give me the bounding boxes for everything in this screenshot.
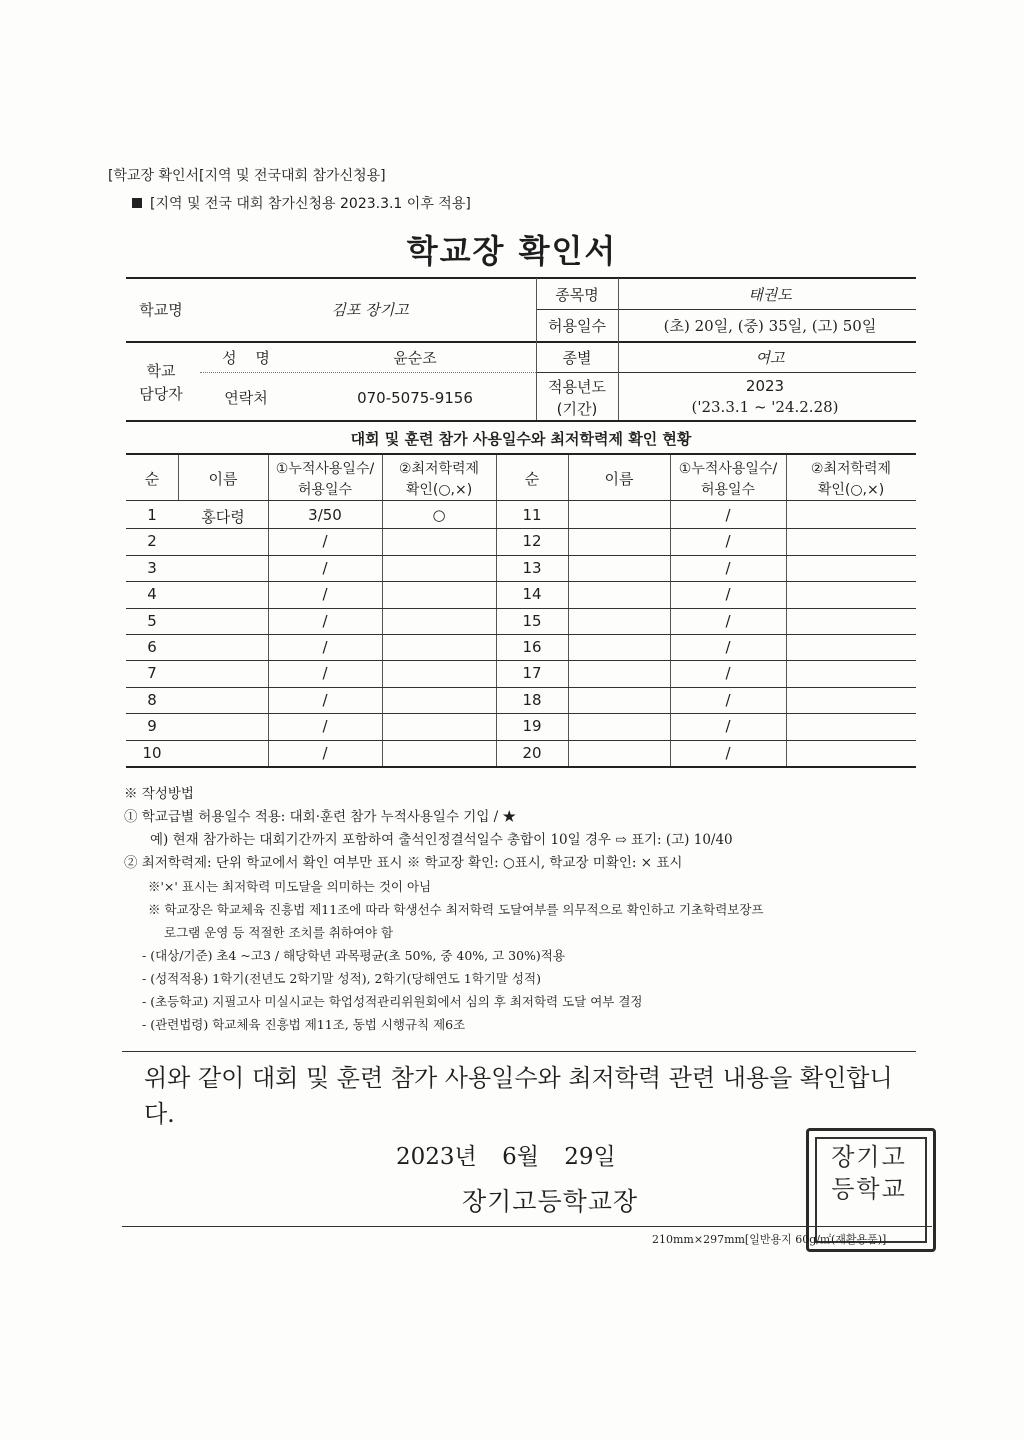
- info-divider: [536, 278, 537, 420]
- row-no-cell: 9: [147, 717, 157, 736]
- row-no-cell: 17: [522, 664, 542, 683]
- col-check-header-2: 확인(○,×): [405, 482, 473, 498]
- instruction-note: ※ 학교장은 학교체육 진흥법 제11조에 따라 학생선수 최저학력 도달여부를 의무적으로 확인하고 기초학력보장프: [148, 902, 764, 917]
- manager-label-2: 담당자: [139, 385, 183, 403]
- row-check-cell: ○: [432, 506, 446, 524]
- contact-value: 070-5075-9156: [357, 389, 473, 407]
- year-value-2: ('23.3.1 ~ '24.2.28): [691, 398, 839, 416]
- row-days-cell: /: [725, 743, 731, 762]
- confirmation-statement: 위와 같이 대회 및 훈련 참가 사용일수와 최저학력 관련 내용을 확인합니다.: [144, 1064, 893, 1128]
- row-days-cell: /: [725, 717, 731, 736]
- confirm-top-border: [122, 1051, 916, 1052]
- row-no-cell: 2: [147, 532, 157, 551]
- table-row-border: [126, 634, 916, 635]
- col-check-header-right-1: ②최저학력제: [810, 461, 892, 477]
- instruction-item: ② 최저학력제: 단위 학교에서 확인 여부만 표시 ※ 학교장 확인: ○표시, 학교장 미확인: × 표시: [124, 855, 683, 871]
- row-days-cell: /: [322, 717, 328, 736]
- allowed-label: 허용일수: [548, 317, 606, 335]
- instruction-item: ① 학교급별 허용일수 적용: 대회·훈련 참가 누적사용일수 기입 / ★: [124, 809, 516, 825]
- row-days-cell: /: [725, 664, 731, 683]
- issue-day: 29일: [564, 1144, 616, 1170]
- form-type-label: [학교장 확인서[지역 및 전국대회 참가신청용]: [108, 168, 386, 184]
- form-scope-text: [지역 및 전국 대회 참가신청용 2023.3.1 이후 적용]: [150, 196, 471, 212]
- row-no-cell: 11: [522, 506, 542, 524]
- issue-year: 2023년: [396, 1144, 477, 1170]
- row-no-cell: 1: [147, 506, 157, 524]
- col-check-header-1: ②최저학력제: [398, 461, 480, 477]
- info-line: [536, 372, 916, 373]
- row-no-cell: 14: [522, 585, 542, 604]
- col-days-header-right-2: 허용일수: [700, 482, 756, 498]
- row-no-cell: 4: [147, 585, 157, 604]
- row-days-cell: /: [322, 638, 328, 656]
- table-row-border: [126, 766, 916, 768]
- table-row-border: [126, 555, 916, 556]
- year-value-1: 2023: [745, 377, 785, 395]
- row-no-cell: 6: [147, 638, 157, 656]
- row-no-cell: 5: [147, 611, 157, 630]
- footer-border: [122, 1226, 932, 1227]
- row-days-cell: /: [322, 664, 328, 683]
- row-days-cell: /: [725, 690, 731, 709]
- name-value: 윤순조: [393, 349, 437, 367]
- info-line: [126, 341, 916, 343]
- row-no-cell: 19: [522, 717, 542, 736]
- instruction-detail: - (대상/기준) 초4 ~고3 / 해당학년 과목평균(초 50%, 중 40%, 고 30%)적용: [142, 948, 565, 963]
- table-header-border: [126, 500, 916, 501]
- gender-value: 여고: [755, 349, 785, 367]
- col-no-header-right: 순: [524, 470, 540, 488]
- table-divider: [382, 455, 383, 767]
- square-bullet-icon: [132, 198, 142, 208]
- school-label: 학교명: [139, 301, 183, 319]
- info-line: [200, 372, 536, 373]
- allowed-value: (초) 20일, (중) 35일, (고) 50일: [663, 317, 877, 335]
- table-top-border: [126, 453, 916, 455]
- row-days-cell: /: [725, 506, 731, 524]
- year-label-1: 적용년도: [548, 378, 606, 396]
- row-days-cell: /: [322, 558, 328, 577]
- row-days-cell: /: [322, 532, 328, 551]
- row-days-cell: /: [322, 690, 328, 709]
- principal-title: 장기고등학교장: [462, 1187, 639, 1216]
- row-no-cell: 3: [147, 558, 157, 577]
- row-no-cell: 8: [147, 690, 157, 709]
- row-days-cell: /: [725, 558, 731, 577]
- year-label-2: (기간): [556, 400, 598, 418]
- issue-date: [396, 1138, 616, 1171]
- issue-month: 6월: [502, 1144, 539, 1170]
- row-no-cell: 7: [147, 664, 157, 683]
- row-days-cell: /: [725, 532, 731, 551]
- row-days-cell: 3/50: [308, 506, 342, 524]
- info-line: [536, 309, 916, 310]
- contact-label: 연락처: [224, 389, 268, 407]
- instructions-heading: ※ 작성방법: [124, 786, 194, 802]
- col-no-header: 순: [144, 470, 160, 488]
- instruction-note: 로그램 운영 등 적절한 조치를 취하여야 함: [164, 925, 394, 940]
- table-row-border: [126, 740, 916, 741]
- section-title: 대회 및 훈련 참가 사용일수와 최저학력제 확인 현황: [350, 430, 692, 448]
- table-divider: [568, 455, 569, 767]
- table-row-border: [126, 528, 916, 529]
- instructions: [124, 783, 764, 1036]
- row-days-cell: /: [725, 611, 731, 630]
- seal-text: 장기고등학교: [831, 1143, 907, 1203]
- col-days-header-right-1: ①누적사용일수/: [678, 461, 778, 477]
- paper-spec: 210mm×297mm[일반용지 60g/㎡(재활용품)]: [652, 1233, 887, 1246]
- col-days-header-1: ①누적사용일수/: [275, 461, 375, 477]
- row-no-cell: 13: [522, 558, 542, 577]
- row-no-cell: 10: [142, 743, 162, 762]
- sport-label: 종목명: [555, 286, 599, 304]
- info-bottom-border: [126, 420, 916, 422]
- table-row-border: [126, 660, 916, 661]
- row-days-cell: /: [322, 585, 328, 604]
- instruction-detail: - (성적적용) 1학기(전년도 2학기말 성적), 2학기(당해연도 1학기말 성적): [142, 971, 541, 986]
- table-row-border: [126, 608, 916, 609]
- row-no-cell: 18: [522, 690, 542, 709]
- name-label: 성 명: [222, 349, 270, 367]
- col-name-header: 이름: [208, 470, 238, 488]
- document-title: 학교장 확인서: [406, 232, 618, 270]
- gender-label: 종별: [562, 349, 592, 367]
- row-no-cell: 20: [522, 743, 542, 762]
- table-row-border: [126, 687, 916, 688]
- instruction-note: ※'×' 표시는 최저학력 미도달을 의미하는 것이 아님: [148, 879, 432, 894]
- table-divider: [786, 455, 787, 767]
- row-days-cell: /: [322, 611, 328, 630]
- table-row-border: [126, 581, 916, 582]
- row-days-cell: /: [725, 638, 731, 656]
- info-divider: [618, 278, 619, 420]
- school-value: 김포 장기고: [331, 301, 409, 319]
- row-days-cell: /: [322, 743, 328, 762]
- table-row-border: [126, 713, 916, 714]
- instruction-detail: - (관련법령) 학교체육 진흥법 제11조, 동법 시행규칙 제6조: [142, 1017, 466, 1032]
- form-scope-label: [132, 193, 471, 213]
- instruction-detail: - (초등학교) 지필고사 미실시교는 학업성적관리위원회에서 심의 후 최저학력 도달 여부 결정: [142, 994, 643, 1009]
- col-days-header-2: 허용일수: [297, 482, 353, 498]
- instruction-example: 예) 현재 참가하는 대회기간까지 포함하여 출석인정결석일수 총합이 10일 경우 ⇨ 표기: (고) 10/40: [150, 832, 733, 848]
- row-days-cell: /: [725, 585, 731, 604]
- row-no-cell: 12: [522, 532, 542, 551]
- info-top-border: [126, 277, 916, 279]
- row-no-cell: 16: [522, 638, 542, 656]
- manager-label-1: 학교: [146, 362, 176, 380]
- row-name-cell: 홍다령: [201, 508, 245, 526]
- row-no-cell: 15: [522, 611, 542, 630]
- col-name-header-right: 이름: [604, 470, 634, 488]
- col-check-header-right-2: 확인(○,×): [817, 482, 885, 498]
- sport-value: 태권도: [748, 286, 792, 304]
